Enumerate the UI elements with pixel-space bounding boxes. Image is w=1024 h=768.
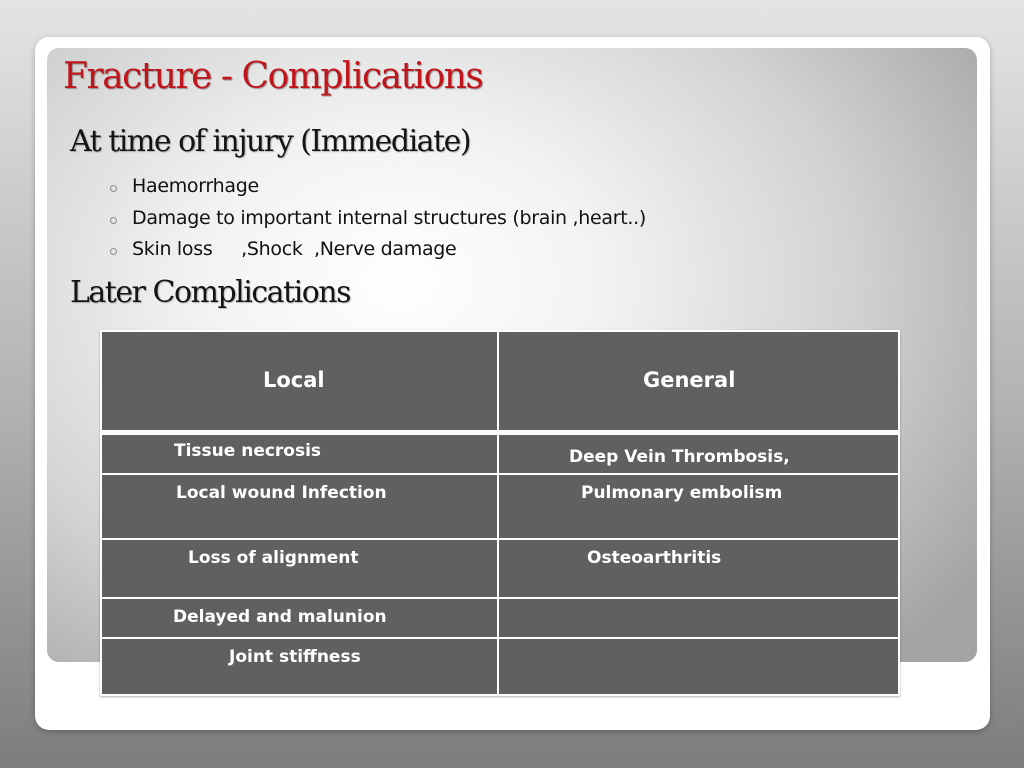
cell-text: Delayed and malunion [173, 607, 387, 627]
later-heading: Later Complications [70, 275, 350, 310]
table-cell-general [499, 475, 898, 538]
table-cell-local [102, 639, 497, 694]
complications-table [100, 330, 900, 696]
immediate-heading: At time of injury (Immediate) [70, 124, 471, 159]
list-item [110, 205, 646, 237]
table-header-general [499, 332, 898, 430]
table-cell-local [102, 540, 497, 597]
table-cell-local [102, 475, 497, 538]
list-item-text: Skin loss ,Shock ,Nerve damage [132, 238, 457, 260]
table-cell-general [499, 639, 898, 694]
list-item [110, 236, 646, 268]
header-general-label: General [643, 368, 736, 392]
cell-text: Loss of alignment [188, 548, 359, 568]
list-item-text: Haemorrhage [132, 175, 259, 197]
list-item-text: Damage to important internal structures (brain ,heart..) [132, 206, 646, 229]
cell-text: Osteoarthritis [587, 548, 722, 568]
cell-text: Local wound Infection [176, 483, 387, 503]
list-item [110, 173, 646, 205]
slide-title: Fracture - Complications [63, 56, 483, 97]
table-cell-general [499, 599, 898, 637]
table-cell-general [499, 540, 898, 597]
cell-text: Joint stiffness [229, 647, 361, 667]
bullet-circle-icon [110, 217, 117, 224]
cell-text: Deep Vein Thrombosis, [569, 447, 790, 467]
bullet-circle-icon [110, 185, 117, 192]
table-cell-local [102, 435, 497, 473]
table-cell-general [499, 435, 898, 473]
table-cell-local [102, 599, 497, 637]
table-header-local [102, 332, 497, 430]
bullet-circle-icon [110, 248, 117, 255]
immediate-list [110, 173, 646, 268]
header-local-label: Local [263, 368, 325, 392]
cell-text: Tissue necrosis [174, 441, 322, 461]
cell-text: Pulmonary embolism [581, 483, 783, 503]
